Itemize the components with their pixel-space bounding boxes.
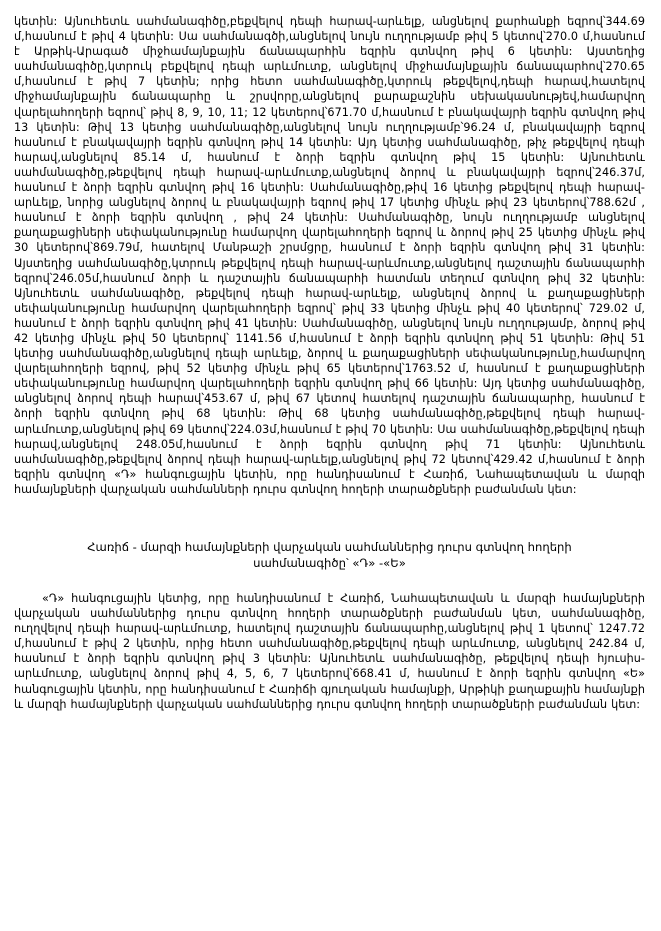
section-heading-line-2: սահմանագիծը՝ «Դ» -«Ե» bbox=[253, 556, 406, 570]
heading-spacer bbox=[14, 571, 645, 591]
body-paragraph-continuation: կետին: Այնուհետև սահմանագիծը,բեքվելով դեպի հարավ-արևելք, անցնելով քարհանքի եզրով՝344.69 մ,հասնում է թիվ 4 կետին: Սա սահմանագծի,անցնելով նույն ուղղությամբ թիվ 5 կետով՝270.0 մ,հասնում է Արթիկ-Արագած միջհամայնքային ճանապարհին եզրին գտնվող թիվ 6 կետին: Այստեղից սահմանագիծը,կտրուկ բեքվելով դեպի արևմուտք, անցնելով միջհամայնքային ճանապարհով՝270.65 մ,հասնում է թիվ 7 կետին; որից հետո սահմանագիծը,կտրուկ թեքվելով,դեպի հարավ,հատելով միջհամայնքային ճանապարհը և շրսվորը,անցնելով քարաքաշնին սեխակասնությեվ,համարվող վարելահողերի եզրով՝ թիվ 8, 9, 10, 11; 12 կետերով՝671.70 մ,հասնում է բնակավայրի եզրին գտնվող թիվ 13 կետին: Թիվ 13 կետից սահմանագիծը,անցնելով նույն ուղղությամբ՝96.24 մ, բնակավայրի եզրով հասնում է բնակավայրի եզրին գտնվող թիվ 14 կետին: Այդ կետից սահմանագիծը, թիչ թեքվելով դեպի հարավ,անցնելով 85.14 մ, հասնում է ձորի եզրին գտնվող թիվ 15 կետին: Այնուհետև սահմանագիծը,թեքվելով դեպի հարավ-արևմուտք,անցնելով ձորով և բնակավայրի եզրով՝246.37մ, հասնում է ձորի եզրին գտնվող թիվ 16 կետին: Սահմանագիծը,թիվ 16 կետից թեքվելով դեպի հարավ-արևելք, նորից անցնելով ձորով և բնակավայրի եզրով թիվ 17 կետից մինչև թիվ 23 կետերով՝788.62մ , հասնում է ձորի եզրին գտնվող , թիվ 24 կետին: Սահմանագիծը, նույն ուղղությամբ անցնելով քաղաքացիների սեփականությունը համարվող վարելահողերի եզրով և ձորով թիվ 25 կետից մինչև թիվ 30 կետերով՝869.79մ, հատելով Մանթաշի շրսմցրը, հասնում է ձորի եզրին գտնվող թիվ 31 կետին: Այստեղից սահմանագիծը,կտրուկ թեքվելով դեպի հարավ-արևմուտք,անցնելով դաշտային ճանապարհի եզրով՝246.05մ,հասնում ձորի և դաշտային ճանապարհի հատման տեղում գտնվող թիվ 32 կետին: Այնուհետև սահմանագիծը, թեքվելով դեպի հարավ-արևելք, անցնելով ձորով և քաղաքացիների սեփականությունը համարվող վարելահողերի եզրով՝ թիվ 33 կետից մինչև թիվ 40 կետերով՝ 729.02 մ, հասնում է ձորի եզրին գտնվող թիվ 41 կետին: Սահմանագիծը, անցնելով նույն ուղղությամբ, ձորով թիվ 42 կետից մինչև թիվ 50 կետերով՝ 1141.56 մ,հասնում է ձորի եզրին գտնվող թիվ 51 կետին: Թիվ 51 կետից սահմանագիծը,անցնելով դեպի արևելք, ձորով և քաղաքացիների սեփականությունը,համարվող վարելահողերի եզրով, թիվ 52 կետից մինչև թիվ 65 կետերով՝1763.52 մ, հասնում է քաղաքացիների սեփականությունը համարվող վարելահողերի եզրին գտնվող թիվ 66 կետին: Այդ կետից սահմանագիծը, անցնելով ձորով դեպի հարավ՝453.67 մ, թիվ 67 կետով հատելով դաշտային ճանապարհը, հասնում է ձորի եզրին գտնվող թիվ 68 կետին: Թիվ 68 կետից սահմանագիծը,թեքվելով դեպի հարավ-արևմուտք,անցնելով թիվ 69 կետով՝224.03մ,հասնում է թիվ 70 կետին: Սա սահմանագիծը,թեքվելով դեպի հարավ,անցնելով 248.05մ,հասնում է ձորի եզրին գտնվող թիվ 71 կետին: Այնուհետև սահմանագիծը,թեքվելով ձորով դեպի հարավ-արևելք,անցնելով թիվ 72 կետով՝429.42 մ,հասնում է ձորի եզրին գտնվող «Դ» հանգուցային կետին, որը հանդիսանում է Հառիճ, Նահապետավան և մարզի համայնքների վարչական սահմանների դուրս գտնվող հողերի տարածքների բաժանման կետ: bbox=[14, 15, 645, 496]
body-paragraph-section-d-e: «Դ» հանգուցային կետից, որը հանդիսանում է Հառիճ, Նահապետավան և մարզի համայնքների վարչական սահմաններից դուրս գտնվող հողերի տարածքների բաժանման կետ, սահմանագիծը, ուղղվելով դեպի հարավ-արևմուտք, հատելով դաշտային ճանապարհը,անցնելով թիվ 1 կետով՝ 1247.72 մ,հասնում է թիվ 2 կետին, որից հետո սահմանագիծը,թեքվելով դեպի արևմուտք, անցնելով 242.84 մ, հասնում է ձորի եզրին գտնվող թիվ 3 կետին: Այնուհետև սահմանագիծը, թեքվելով դեպի հյուսիս-արևմուտք, անցնելով ձորով թիվ 4, 5, 6, 7 կետերով՝668.41 մ, հասնում է ձորի եզրին գտնվող «Ե» հանգուցային կետին, որը հանդիսանում է Հառիճի գյուղական համայնքի, Արթիկի քաղաքային համայնքի և մարզի համայնքների վարչական սահմաններից դուրս գտնվող հողերի տարածքների բաժանման կետ: bbox=[14, 592, 645, 711]
paragraph-spacer bbox=[14, 497, 645, 517]
section-heading bbox=[14, 539, 645, 571]
section-heading-line-1: Հառիճ - մարզի համայնքների վարչական սահմաններից դուրս գտնվող հողերի bbox=[87, 540, 572, 554]
